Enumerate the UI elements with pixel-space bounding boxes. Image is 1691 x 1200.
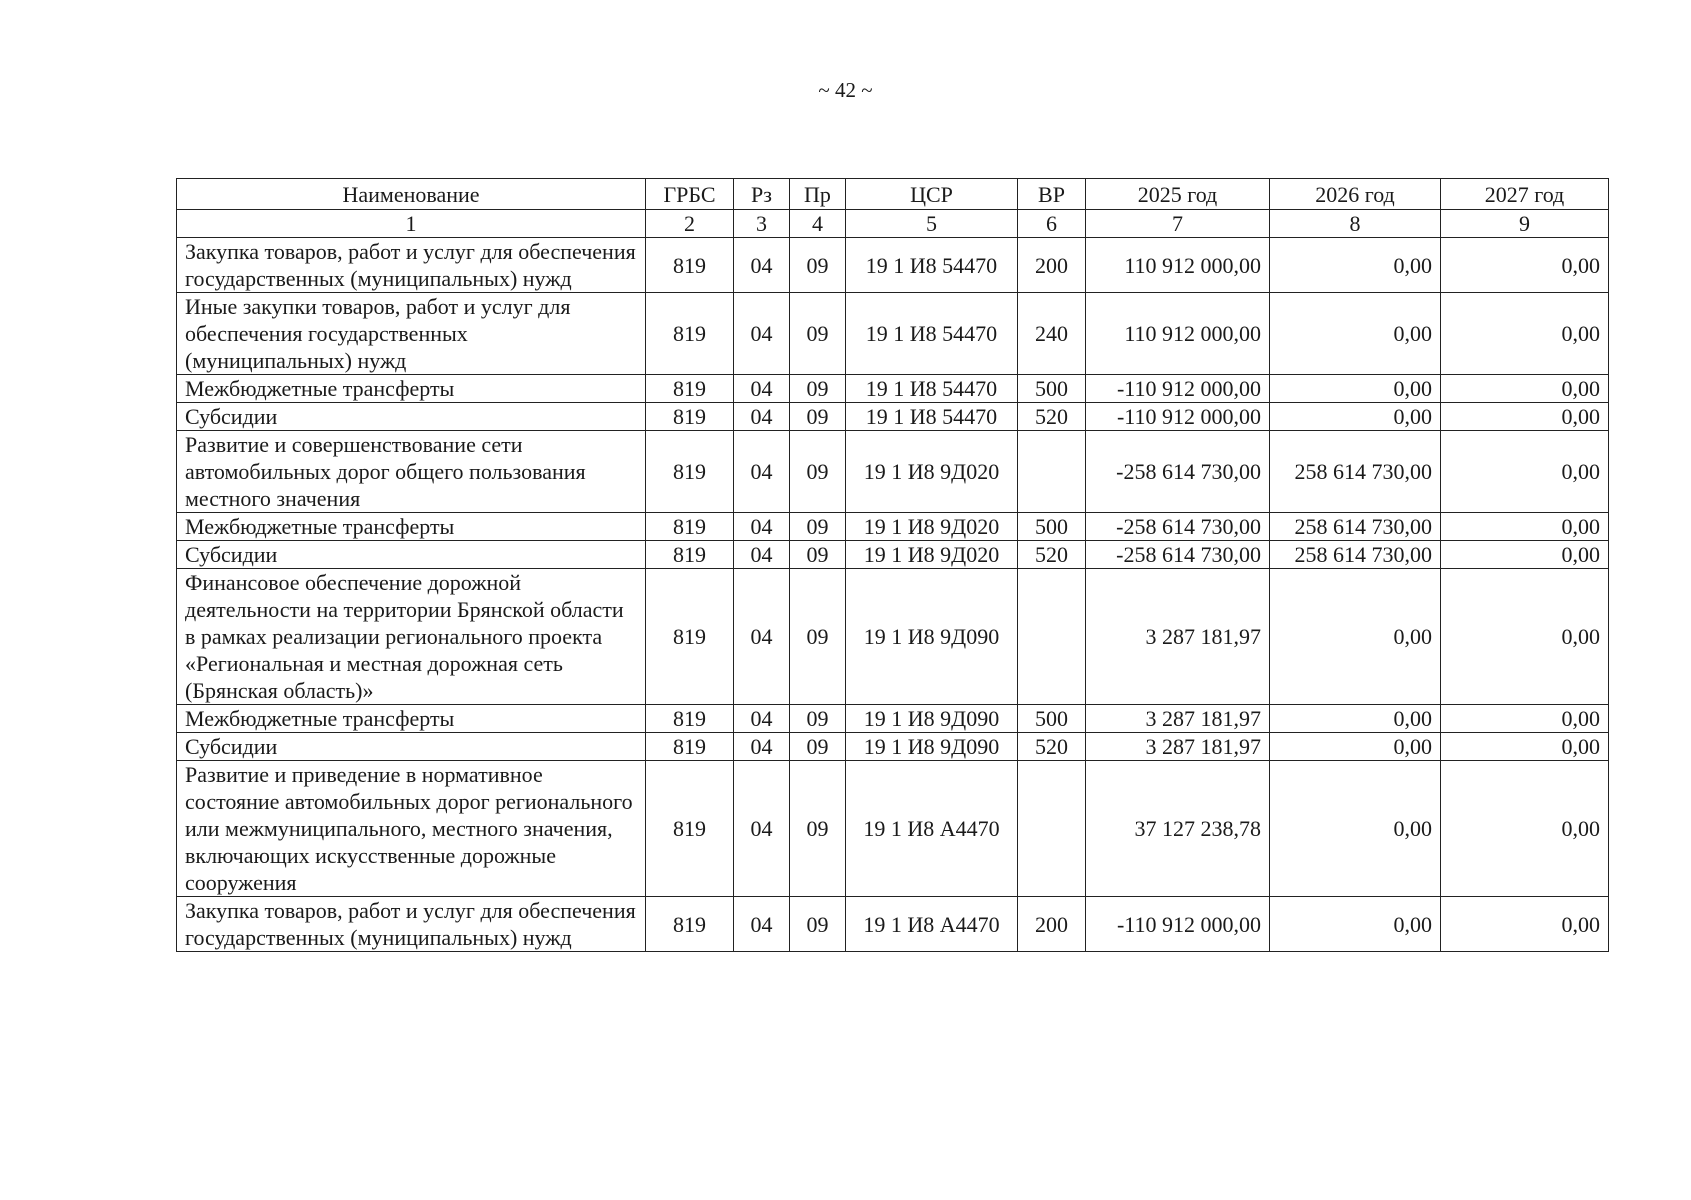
header-pr: Пр (790, 179, 846, 210)
cell-rz: 04 (734, 733, 790, 761)
table-row (177, 761, 1609, 897)
cell-grbs: 819 (646, 705, 734, 733)
cell-name: Межбюджетные трансферты (177, 513, 646, 541)
cell-rz: 04 (734, 761, 790, 897)
cell-pr: 09 (790, 403, 846, 431)
cell-rz: 04 (734, 431, 790, 513)
cell-pr: 09 (790, 541, 846, 569)
cell-csr: 19 1 И8 9Д090 (846, 733, 1018, 761)
page-number: ~ 42 ~ (818, 78, 873, 102)
cell-2025: 110 912 000,00 (1086, 293, 1270, 375)
cell-rz: 04 (734, 897, 790, 952)
cell-name: Межбюджетные трансферты (177, 375, 646, 403)
cell-name: Закупка товаров, работ и услуг для обеспечения государственных (муниципальных) нужд (177, 897, 646, 952)
cell-grbs: 819 (646, 375, 734, 403)
cell-2027: 0,00 (1441, 375, 1609, 403)
cell-rz: 04 (734, 541, 790, 569)
table-row (177, 541, 1609, 569)
cell-2027: 0,00 (1441, 293, 1609, 375)
cell-2027: 0,00 (1441, 569, 1609, 705)
cell-grbs: 819 (646, 541, 734, 569)
cell-pr: 09 (790, 431, 846, 513)
cell-csr: 19 1 И8 А4470 (846, 897, 1018, 952)
cell-2025: -258 614 730,00 (1086, 541, 1270, 569)
cell-2027: 0,00 (1441, 897, 1609, 952)
cell-2026: 258 614 730,00 (1270, 513, 1441, 541)
cell-csr: 19 1 И8 54470 (846, 293, 1018, 375)
cell-2025: -258 614 730,00 (1086, 513, 1270, 541)
header-grbs: ГРБС (646, 179, 734, 210)
cell-csr: 19 1 И8 9Д090 (846, 569, 1018, 705)
cell-csr: 19 1 И8 9Д020 (846, 541, 1018, 569)
table-row (177, 375, 1609, 403)
cell-name: Субсидии (177, 541, 646, 569)
cell-name: Межбюджетные трансферты (177, 705, 646, 733)
table-row (177, 733, 1609, 761)
table-row (177, 403, 1609, 431)
column-number-row (177, 210, 1609, 238)
table-row (177, 293, 1609, 375)
cell-grbs: 819 (646, 761, 734, 897)
cell-2027: 0,00 (1441, 513, 1609, 541)
header-2025: 2025 год (1086, 179, 1270, 210)
cell-2027: 0,00 (1441, 761, 1609, 897)
table-row (177, 431, 1609, 513)
cell-2026: 258 614 730,00 (1270, 541, 1441, 569)
cell-vr (1018, 761, 1086, 897)
table-row (177, 513, 1609, 541)
column-number: 8 (1270, 210, 1441, 238)
cell-rz: 04 (734, 705, 790, 733)
cell-name: Развитие и приведение в нормативное состояние автомобильных дорог регионального или межмуниципального, местного значения, включающих искусственные дорожные сооружения (177, 761, 646, 897)
cell-pr: 09 (790, 897, 846, 952)
cell-name: Финансовое обеспечение дорожной деятельности на территории Брянской области в рамках реализации регионального проекта «Региональная и местная дорожная сеть (Брянская область)» (177, 569, 646, 705)
cell-csr: 19 1 И8 9Д020 (846, 431, 1018, 513)
cell-vr: 200 (1018, 238, 1086, 293)
column-number: 5 (846, 210, 1018, 238)
cell-2027: 0,00 (1441, 733, 1609, 761)
table-row (177, 238, 1609, 293)
cell-grbs: 819 (646, 897, 734, 952)
cell-2027: 0,00 (1441, 541, 1609, 569)
cell-csr: 19 1 И8 54470 (846, 375, 1018, 403)
cell-name: Закупка товаров, работ и услуг для обеспечения государственных (муниципальных) нужд (177, 238, 646, 293)
cell-grbs: 819 (646, 569, 734, 705)
cell-csr: 19 1 И8 А4470 (846, 761, 1018, 897)
header-rz: Рз (734, 179, 790, 210)
cell-grbs: 819 (646, 293, 734, 375)
cell-pr: 09 (790, 761, 846, 897)
cell-vr: 520 (1018, 403, 1086, 431)
cell-csr: 19 1 И8 9Д020 (846, 513, 1018, 541)
column-number: 2 (646, 210, 734, 238)
cell-csr: 19 1 И8 54470 (846, 238, 1018, 293)
cell-rz: 04 (734, 293, 790, 375)
column-number: 4 (790, 210, 846, 238)
cell-vr: 240 (1018, 293, 1086, 375)
cell-2026: 0,00 (1270, 238, 1441, 293)
cell-2026: 0,00 (1270, 375, 1441, 403)
budget-table (176, 178, 1609, 952)
cell-pr: 09 (790, 293, 846, 375)
header-2027: 2027 год (1441, 179, 1609, 210)
cell-pr: 09 (790, 705, 846, 733)
cell-vr: 500 (1018, 375, 1086, 403)
cell-pr: 09 (790, 733, 846, 761)
cell-2026: 0,00 (1270, 897, 1441, 952)
header-row (177, 179, 1609, 210)
header-vr: ВР (1018, 179, 1086, 210)
cell-rz: 04 (734, 513, 790, 541)
cell-2027: 0,00 (1441, 705, 1609, 733)
cell-2025: -110 912 000,00 (1086, 897, 1270, 952)
cell-2025: 110 912 000,00 (1086, 238, 1270, 293)
cell-vr: 500 (1018, 705, 1086, 733)
cell-rz: 04 (734, 375, 790, 403)
cell-vr: 500 (1018, 513, 1086, 541)
cell-csr: 19 1 И8 54470 (846, 403, 1018, 431)
table-row (177, 569, 1609, 705)
cell-rz: 04 (734, 569, 790, 705)
cell-2026: 0,00 (1270, 705, 1441, 733)
column-number: 9 (1441, 210, 1609, 238)
cell-2026: 258 614 730,00 (1270, 431, 1441, 513)
cell-2025: 37 127 238,78 (1086, 761, 1270, 897)
cell-grbs: 819 (646, 733, 734, 761)
cell-pr: 09 (790, 238, 846, 293)
cell-name: Развитие и совершенствование сети автомобильных дорог общего пользования местного значения (177, 431, 646, 513)
cell-pr: 09 (790, 569, 846, 705)
cell-vr: 520 (1018, 733, 1086, 761)
column-number: 6 (1018, 210, 1086, 238)
table-row (177, 897, 1609, 952)
cell-2026: 0,00 (1270, 569, 1441, 705)
header-2026: 2026 год (1270, 179, 1441, 210)
column-number: 1 (177, 210, 646, 238)
cell-pr: 09 (790, 513, 846, 541)
cell-2027: 0,00 (1441, 403, 1609, 431)
cell-name: Субсидии (177, 733, 646, 761)
cell-csr: 19 1 И8 9Д090 (846, 705, 1018, 733)
cell-pr: 09 (790, 375, 846, 403)
cell-2026: 0,00 (1270, 403, 1441, 431)
cell-name: Субсидии (177, 403, 646, 431)
cell-rz: 04 (734, 238, 790, 293)
cell-grbs: 819 (646, 431, 734, 513)
cell-2027: 0,00 (1441, 238, 1609, 293)
cell-2025: 3 287 181,97 (1086, 569, 1270, 705)
cell-2026: 0,00 (1270, 293, 1441, 375)
header-csr: ЦСР (846, 179, 1018, 210)
cell-vr: 200 (1018, 897, 1086, 952)
cell-rz: 04 (734, 403, 790, 431)
column-number: 7 (1086, 210, 1270, 238)
cell-2026: 0,00 (1270, 761, 1441, 897)
cell-2026: 0,00 (1270, 733, 1441, 761)
cell-vr (1018, 569, 1086, 705)
cell-grbs: 819 (646, 513, 734, 541)
header-name: Наименование (177, 179, 646, 210)
cell-name: Иные закупки товаров, работ и услуг для обеспечения государственных (муниципальных) нужд (177, 293, 646, 375)
cell-2025: 3 287 181,97 (1086, 733, 1270, 761)
table-row (177, 705, 1609, 733)
cell-2025: -258 614 730,00 (1086, 431, 1270, 513)
column-number: 3 (734, 210, 790, 238)
cell-2025: -110 912 000,00 (1086, 403, 1270, 431)
cell-grbs: 819 (646, 238, 734, 293)
cell-vr (1018, 431, 1086, 513)
cell-grbs: 819 (646, 403, 734, 431)
cell-2025: -110 912 000,00 (1086, 375, 1270, 403)
cell-vr: 520 (1018, 541, 1086, 569)
cell-2025: 3 287 181,97 (1086, 705, 1270, 733)
cell-2027: 0,00 (1441, 431, 1609, 513)
